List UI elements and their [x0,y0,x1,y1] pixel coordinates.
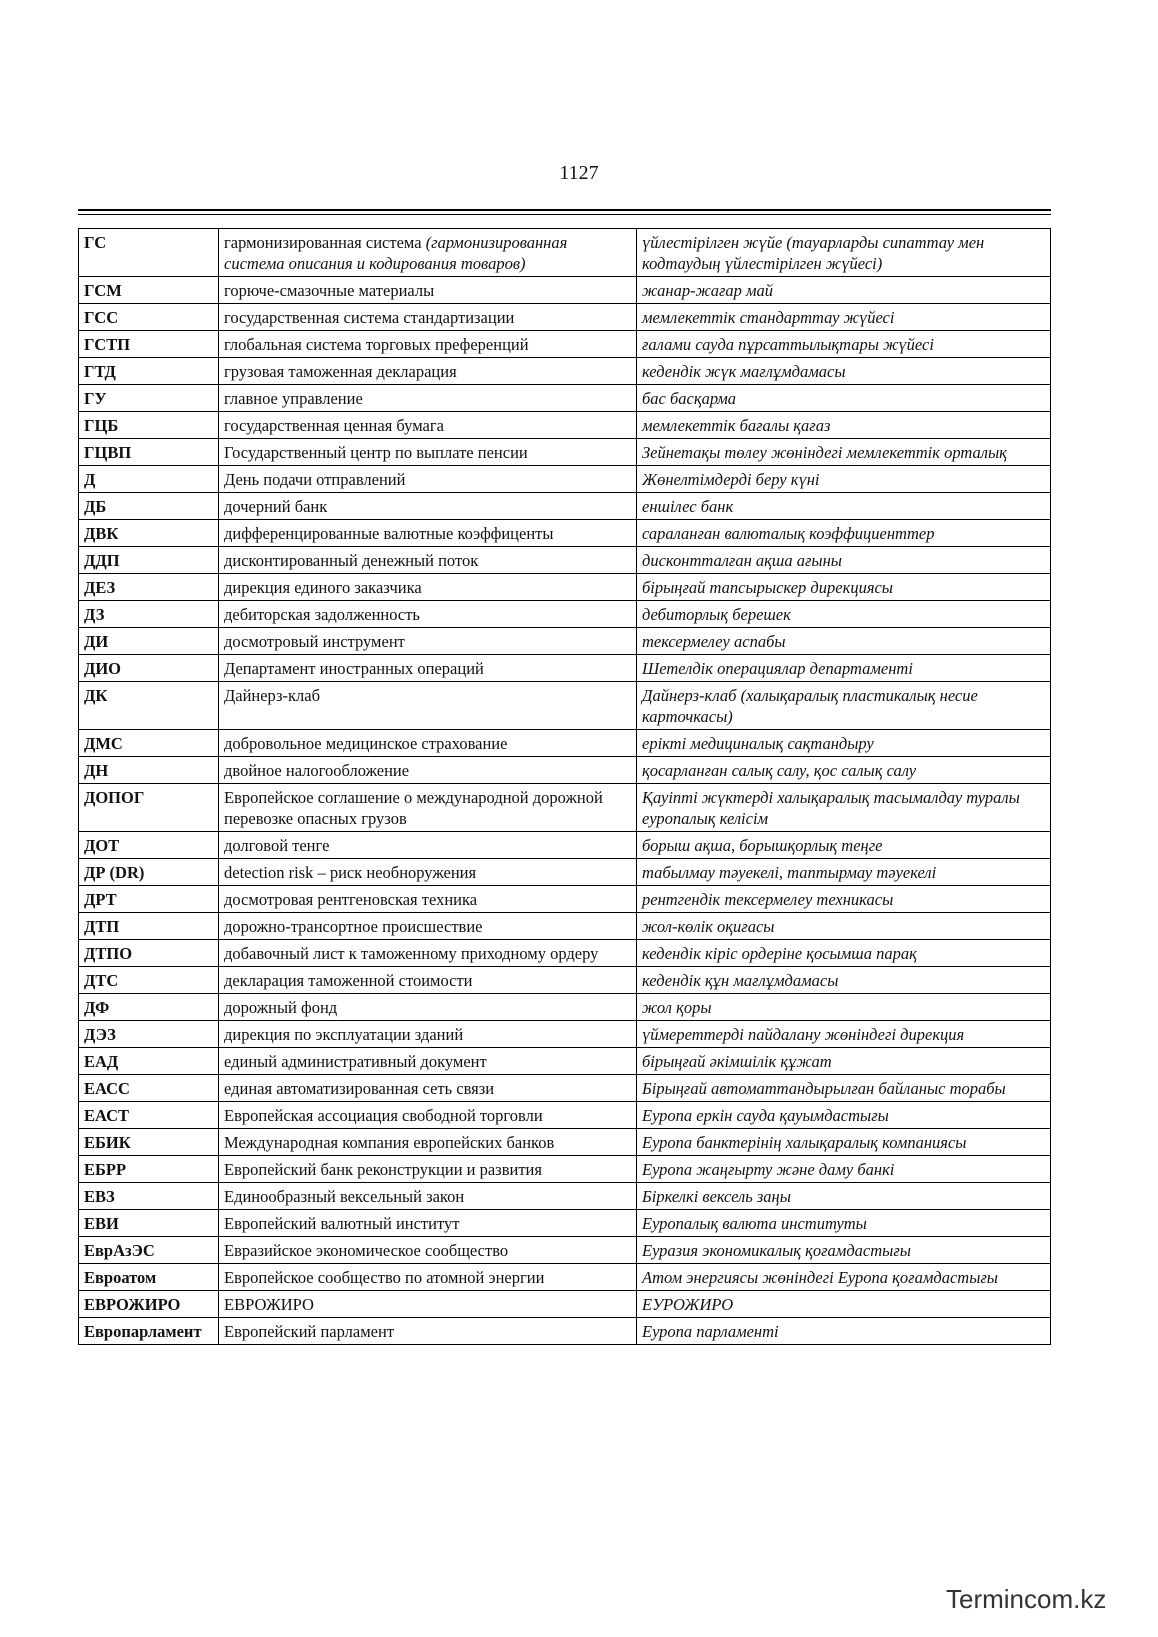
header-rule-thin [78,214,1051,215]
table-row [79,466,1051,493]
russian-term-cell [219,1129,637,1156]
kazakh-term-cell: Еуразия экономикалық қоғамдастығы [637,1237,1051,1264]
russian-term: гармонизированная система [224,233,426,252]
russian-term-cell [219,832,637,859]
table-row [79,304,1051,331]
kazakh-term-cell: табылмау тәуекелі, таптырмау тәуекелі [637,859,1051,886]
russian-term-cell [219,1048,637,1075]
russian-term-cell [219,574,637,601]
kazakh-term-cell: Еуропа еркін сауда қауымдастығы [637,1102,1051,1129]
abbreviation-cell: ДМС [79,730,219,757]
russian-term: дифференцированные валютные коэффиценты [224,524,554,543]
russian-term: двойное налогообложение [224,761,410,780]
table-row [79,940,1051,967]
russian-term-cell [219,1237,637,1264]
russian-term: досмотровая рентгеновская техника [224,890,478,909]
russian-term-cell [219,547,637,574]
table-row [79,730,1051,757]
russian-term-cell [219,859,637,886]
russian-term-cell [219,1183,637,1210]
russian-term: Европейское сообщество по атомной энергии [224,1268,545,1287]
table-row [79,331,1051,358]
kazakh-term-cell: үйлестірілген жүйе (тауарларды сипаттау мен кодтаудың үйлестірілген жүйесі) [637,229,1051,277]
abbreviation-cell: ЕВРОЖИРО [79,1291,219,1318]
table-row [79,1210,1051,1237]
russian-term: Единообразный вексельный закон [224,1187,465,1206]
russian-term-cell [219,1102,637,1129]
abbreviation-cell: ГСМ [79,277,219,304]
abbreviation-cell: ДОПОГ [79,784,219,832]
abbreviation-cell: ДБ [79,493,219,520]
kazakh-term-cell: дебиторлық берешек [637,601,1051,628]
russian-term-cell [219,412,637,439]
table-row [79,757,1051,784]
kazakh-term-cell: ерікті медициналық сақтандыру [637,730,1051,757]
table-row [79,1075,1051,1102]
abbreviation-cell: ДК [79,682,219,730]
russian-term-cell [219,655,637,682]
russian-term-cell [219,1021,637,1048]
russian-term: добавочный лист к таможенному приходному ордеру [224,944,599,963]
russian-term: Государственный центр по выплате пенсии [224,443,528,462]
russian-term-cell [219,784,637,832]
russian-term-cell [219,1156,637,1183]
russian-term-cell [219,304,637,331]
table-row [79,574,1051,601]
russian-term: День подачи отправлений [224,470,406,489]
table-row [79,967,1051,994]
table-row [79,1156,1051,1183]
russian-term-cell [219,913,637,940]
russian-term: Европейское соглашение о международной дорожной перевозке опасных грузов [224,788,603,828]
russian-term-cell [219,1291,637,1318]
kazakh-term-cell: Жөнелтімдерді беру күні [637,466,1051,493]
russian-term-cell [219,730,637,757]
russian-term-cell [219,940,637,967]
abbreviation-cell: ДВК [79,520,219,547]
russian-term-cell [219,967,637,994]
kazakh-term-cell: Біркелкі вексель заңы [637,1183,1051,1210]
kazakh-term-cell: Зейнетақы төлеу жөніндегі мемлекеттік орталық [637,439,1051,466]
russian-term-cell [219,439,637,466]
table-row [79,439,1051,466]
kazakh-term-cell: Еуропа жаңғырту және даму банкі [637,1156,1051,1183]
abbreviation-cell: ГЦВП [79,439,219,466]
table-row [79,547,1051,574]
russian-term-cell [219,520,637,547]
abbreviation-cell: ДИ [79,628,219,655]
abbreviation-cell: ГСТП [79,331,219,358]
kazakh-term-cell: ЕУРОЖИРО [637,1291,1051,1318]
russian-term-cell [219,385,637,412]
abbreviation-cell: ДЭЗ [79,1021,219,1048]
russian-term: долговой тенге [224,836,330,855]
kazakh-term-cell: Еуропа парламенті [637,1318,1051,1345]
russian-term: дорожно-трансортное происшествие [224,917,483,936]
kazakh-term-cell: кедендік кіріс ордеріне қосымша парақ [637,940,1051,967]
kazakh-term-cell: жол қоры [637,994,1051,1021]
russian-term: Департамент иностранных операций [224,659,484,678]
table-row [79,682,1051,730]
table-row [79,1183,1051,1210]
russian-term: добровольное медицинское страхование [224,734,508,753]
russian-term: дебиторская задолженность [224,605,420,624]
abbreviation-cell: ДЗ [79,601,219,628]
abbreviation-cell: ЕАД [79,1048,219,1075]
russian-term: грузовая таможенная декларация [224,362,457,381]
table-row [79,601,1051,628]
table-row [79,385,1051,412]
russian-term-cell [219,601,637,628]
russian-term-cell [219,1075,637,1102]
abbreviation-cell: ДРТ [79,886,219,913]
kazakh-term-cell: кедендік жүк мағлұмдамасы [637,358,1051,385]
abbreviation-cell: ДТС [79,967,219,994]
abbreviation-cell: ЕврАзЭС [79,1237,219,1264]
russian-term: государственная система стандартизации [224,308,515,327]
glossary-body [79,229,1051,1345]
abbreviation-cell: ДТП [79,913,219,940]
abbreviation-cell: ДТПО [79,940,219,967]
abbreviation-cell: ДЕЗ [79,574,219,601]
termincom-logo: Termincom.kz [946,1584,1107,1614]
abbreviation-cell: ГСС [79,304,219,331]
kazakh-term-cell: Еуропа банктерінің халықаралық компаниясы [637,1129,1051,1156]
kazakh-term-cell: бірыңғай әкімшілік құжат [637,1048,1051,1075]
russian-term: глобальная система торговых преференций [224,335,529,354]
table-row [79,277,1051,304]
table-row [79,412,1051,439]
abbreviation-cell: ЕВИ [79,1210,219,1237]
table-row [79,358,1051,385]
abbreviation-cell: ДР (DR) [79,859,219,886]
kazakh-term-cell: ғалами сауда пұрсаттылықтары жүйесі [637,331,1051,358]
table-row [79,229,1051,277]
table-row [79,1102,1051,1129]
kazakh-term-cell: еншілес банк [637,493,1051,520]
kazakh-term-cell: үймереттерді пайдалану жөніндегі дирекция [637,1021,1051,1048]
russian-term: Европейский парламент [224,1322,395,1341]
abbreviation-cell: ЕБРР [79,1156,219,1183]
russian-term: Европейский валютный институт [224,1214,460,1233]
russian-term: ЕВРОЖИРО [224,1295,314,1314]
abbreviation-cell: ЕАСС [79,1075,219,1102]
russian-term: дирекция единого заказчика [224,578,422,597]
abbreviation-cell: ЕВЗ [79,1183,219,1210]
russian-term-cell [219,682,637,730]
russian-term-cell [219,331,637,358]
table-row [79,1048,1051,1075]
russian-term-cell [219,628,637,655]
table-row [79,913,1051,940]
page-number: 1127 [559,162,599,184]
kazakh-term-cell: рентгендік тексермелеу техникасы [637,886,1051,913]
kazakh-term-cell: мемлекеттік стандарттау жүйесі [637,304,1051,331]
kazakh-term-cell: сараланған валюталық коэффициенттер [637,520,1051,547]
russian-term-cell [219,466,637,493]
russian-term: дисконтированный денежный поток [224,551,479,570]
glossary-table [78,228,1051,1345]
abbreviation-cell: ЕАСТ [79,1102,219,1129]
table-row [79,1129,1051,1156]
abbreviation-cell: ЕБИК [79,1129,219,1156]
kazakh-term-cell: жанар-жағар май [637,277,1051,304]
kazakh-term-cell: бас басқарма [637,385,1051,412]
russian-term: detection risk – риск необноружения [224,863,477,882]
abbreviation-cell: ГУ [79,385,219,412]
russian-term: единая автоматизированная сеть связи [224,1079,495,1098]
table-row [79,784,1051,832]
russian-term-cell [219,277,637,304]
abbreviation-cell: ДН [79,757,219,784]
kazakh-term-cell: кедендік құн мағлұмдамасы [637,967,1051,994]
russian-term: декларация таможенной стоимости [224,971,473,990]
abbreviation-cell: ДФ [79,994,219,1021]
table-row [79,1318,1051,1345]
russian-term-cell [219,493,637,520]
table-row [79,832,1051,859]
table-row [79,520,1051,547]
russian-term-cell [219,994,637,1021]
kazakh-term-cell: Атом энергиясы жөніндегі Еуропа қоғамдастығы [637,1264,1051,1291]
table-row [79,994,1051,1021]
abbreviation-cell: ДДП [79,547,219,574]
russian-term: дорожный фонд [224,998,338,1017]
russian-term: дирекция по эксплуатации зданий [224,1025,464,1044]
kazakh-term-cell: қосарланған салық салу, қос салық салу [637,757,1051,784]
table-row [79,628,1051,655]
russian-term: Международная компания европейских банков [224,1133,555,1152]
abbreviation-cell: ГС [79,229,219,277]
kazakh-term-cell: Шетелдік операциялар департаменті [637,655,1051,682]
russian-term: Европейский банк реконструкции и развития [224,1160,542,1179]
russian-term-cell [219,757,637,784]
russian-term: горюче-смазочные материалы [224,281,435,300]
table-row [79,1237,1051,1264]
kazakh-term-cell: дисконтталған ақша ағыны [637,547,1051,574]
table-row [79,1291,1051,1318]
table-row [79,886,1051,913]
russian-term-cell [219,1210,637,1237]
kazakh-term-cell: тексермелеу аспабы [637,628,1051,655]
table-row [79,1021,1051,1048]
russian-term: государственная ценная бумага [224,416,444,435]
abbreviation-cell: Европарламент [79,1318,219,1345]
russian-term: главное управление [224,389,363,408]
table-row [79,493,1051,520]
kazakh-term-cell: Қауіпті жүктерді халықаралық тасымалдау туралы еуропалық келісім [637,784,1051,832]
russian-term-cell [219,1264,637,1291]
abbreviation-cell: ГЦБ [79,412,219,439]
russian-term-cell [219,358,637,385]
kazakh-term-cell: Бірыңғай автоматтандырылған байланыс торабы [637,1075,1051,1102]
russian-term-cell [219,229,637,277]
kazakh-term-cell: Еуропалық валюта институты [637,1210,1051,1237]
russian-term: досмотровый инструмент [224,632,405,651]
russian-term: дочерний банк [224,497,328,516]
abbreviation-cell: Д [79,466,219,493]
table-row [79,859,1051,886]
abbreviation-cell: ДОТ [79,832,219,859]
russian-term-note: (гармонизированная система описания и кодирования товаров) [224,233,568,273]
russian-term: Европейская ассоциация свободной торговли [224,1106,543,1125]
kazakh-term-cell: бірыңғай тапсырыскер дирекциясы [637,574,1051,601]
russian-term: Дайнерз-клаб [224,686,320,705]
russian-term-cell [219,886,637,913]
table-row [79,655,1051,682]
russian-term-cell [219,1318,637,1345]
russian-term: Евразийское экономическое сообщество [224,1241,509,1260]
header-rule [78,209,1051,211]
kazakh-term-cell: жол-көлік оқиғасы [637,913,1051,940]
abbreviation-cell: ДИО [79,655,219,682]
kazakh-term-cell: мемлекеттік бағалы қағаз [637,412,1051,439]
table-row [79,1264,1051,1291]
abbreviation-cell: ГТД [79,358,219,385]
kazakh-term-cell: борыш ақша, борышқорлық теңге [637,832,1051,859]
kazakh-term-cell: Дайнерз-клаб (халықаралық пластикалық несие карточкасы) [637,682,1051,730]
abbreviation-cell: Евроатом [79,1264,219,1291]
russian-term: единый административный документ [224,1052,487,1071]
